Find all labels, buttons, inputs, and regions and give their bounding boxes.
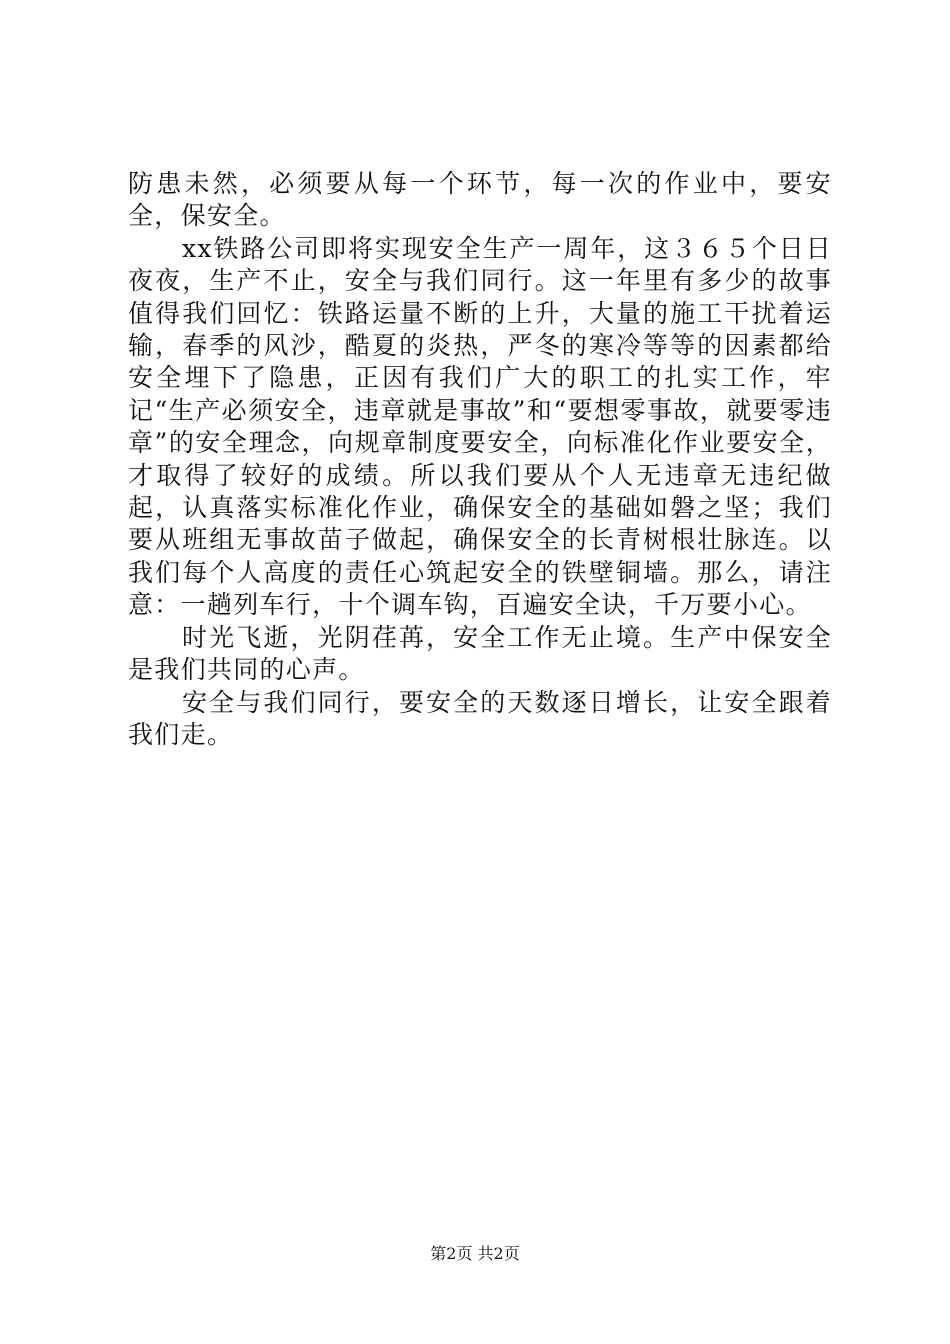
paragraph-closing: 安全与我们同行，要安全的天数逐日增长，让安全跟着我们走。 <box>128 687 832 749</box>
paragraph-continuation: 防患未然，必须要从每一个环节，每一次的作业中，要安全，保安全。 <box>128 169 832 231</box>
paragraph-time-flies: 时光飞逝，光阴荏苒，安全工作无止境。生产中保安全是我们共同的心声。 <box>128 622 832 685</box>
page-number-footer: 第2页 共2页 <box>430 1244 520 1263</box>
paragraph-anniversary: xx铁路公司即将实现安全生产一周年，这３６５个日日夜夜，生产不止，安全与我们同行。这一年里有多少的故事值得我们回忆：铁路运量不断的上升，大量的施工干扰着运输，春季的风沙，酷夏的炎热，严冬的寒冷等等的因素都给安全埋下了隐患，正因有我们广大的职工的扎实工作，牢记“生产必须安全，违章就是事故”和“要想零事故，就要零违章”的安全理念，向规章制度要安全，向标准化作业要安全，才取得了较好的成绩。所以我们要从个人无违章无违纪做起，认真落实标准化作业，确保安全的基础如磐之坚；我们要从班组无事故苗子做起，确保安全的长青树根壮脉连。以我们每个人高度的责任心筑起安全的铁壁铜墙。那么，请注意：一趟列车行，十个调车钩，百遍安全诀，千万要小心。 <box>128 233 832 620</box>
document-body <box>128 168 832 751</box>
